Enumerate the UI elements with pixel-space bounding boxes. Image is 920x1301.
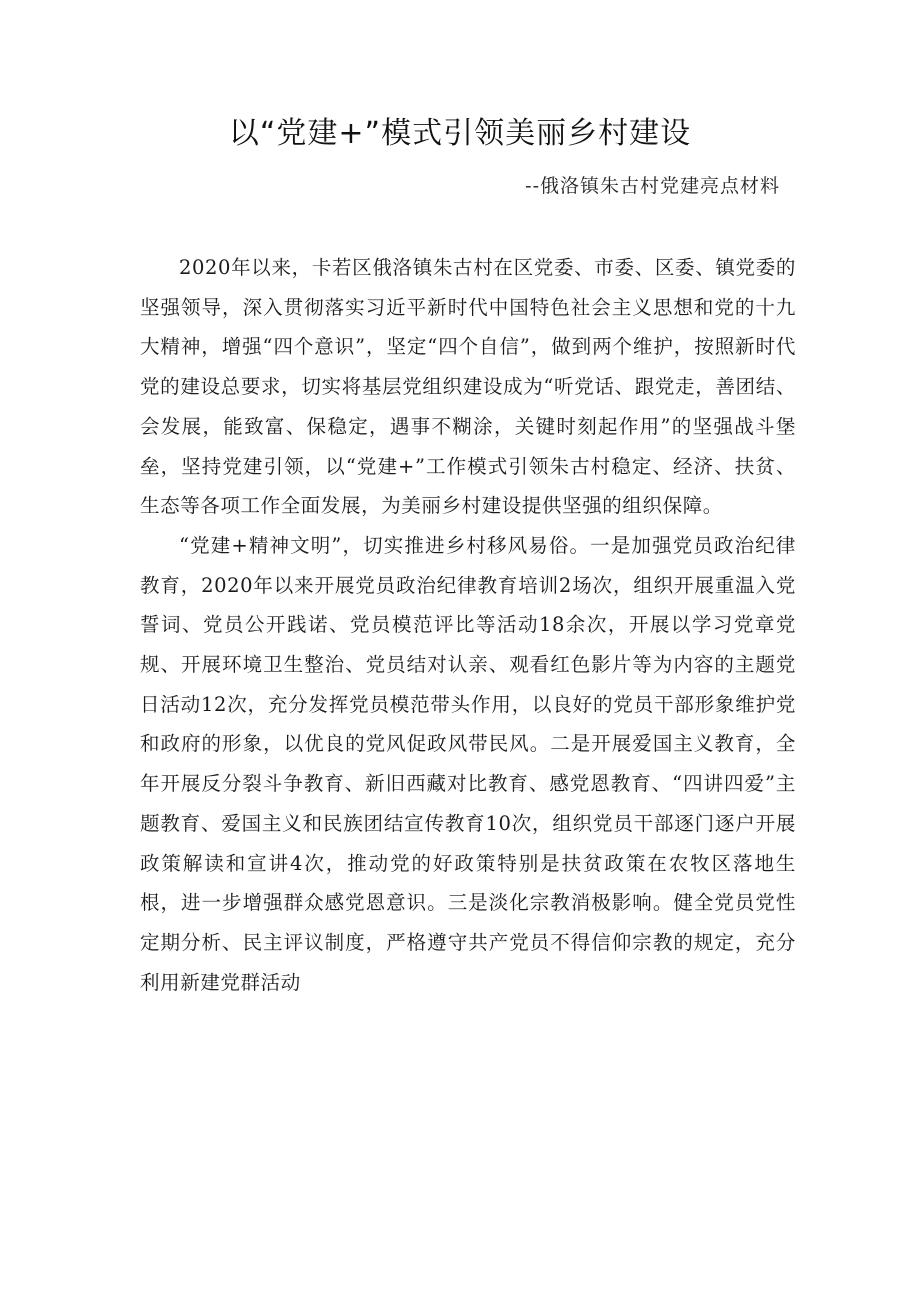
body-paragraph-1: 2020年以来，卡若区俄洛镇朱古村在区党委、市委、区委、镇党委的坚强领导，深入贯彻落实习近平新时代中国特色社会主义思想和党的十九大精神，增强“四个意识”，坚定“四个自信”，做到两个维护，按照新时代党的建设总要求，切实将基层党组织建设成为“听党话、跟党走，善团结、会发展，能致富、保稳定，遇事不糊涂，关键时刻起作用”的坚强战斗堡垒，坚持党建引领，以“党建+”工作模式引领朱古村稳定、经济、扶贫、生态等各项工作全面发展，为美丽乡村建设提供坚强的组织保障。 bbox=[140, 256, 796, 518]
document-body bbox=[140, 248, 796, 1002]
document-subtitle: --俄洛镇朱古村党建亮点材料 bbox=[525, 175, 780, 197]
body-paragraph-2: “党建+精神文明”，切实推进乡村移风易俗。一是加强党员政治纪律教育，2020年以来开展党员政治纪律教育培训2场次，组织开展重温入党誓词、党员公开践诺、党员模范评比等活动18余次，开展以学习党章党规、开展环境卫生整治、党员结对认亲、观看红色影片等为内容的主题党日活动12次，充分发挥党员模范带头作用，以良好的党员干部形象维护党和政府的形象，以优良的党风促政风带民风。二是开展爱国主义教育，全年开展反分裂斗争教育、新旧西藏对比教育、感党恩教育、“四讲四爱”主题教育、爱国主义和民族团结宣传教育10次，组织党员干部逐门逐户开展政策解读和宣讲4次，推动党的好政策特别是扶贫政策在农牧区落地生根，进一步增强群众感党恩意识。三是淡化宗教消极影响。健全党员党性定期分析、民主评议制度，严格遵守共产党员不得信仰宗教的规定，充分利用新建党群活动 bbox=[140, 533, 796, 994]
document-title: 以“党建+”模式引领美丽乡村建设 bbox=[228, 116, 692, 151]
